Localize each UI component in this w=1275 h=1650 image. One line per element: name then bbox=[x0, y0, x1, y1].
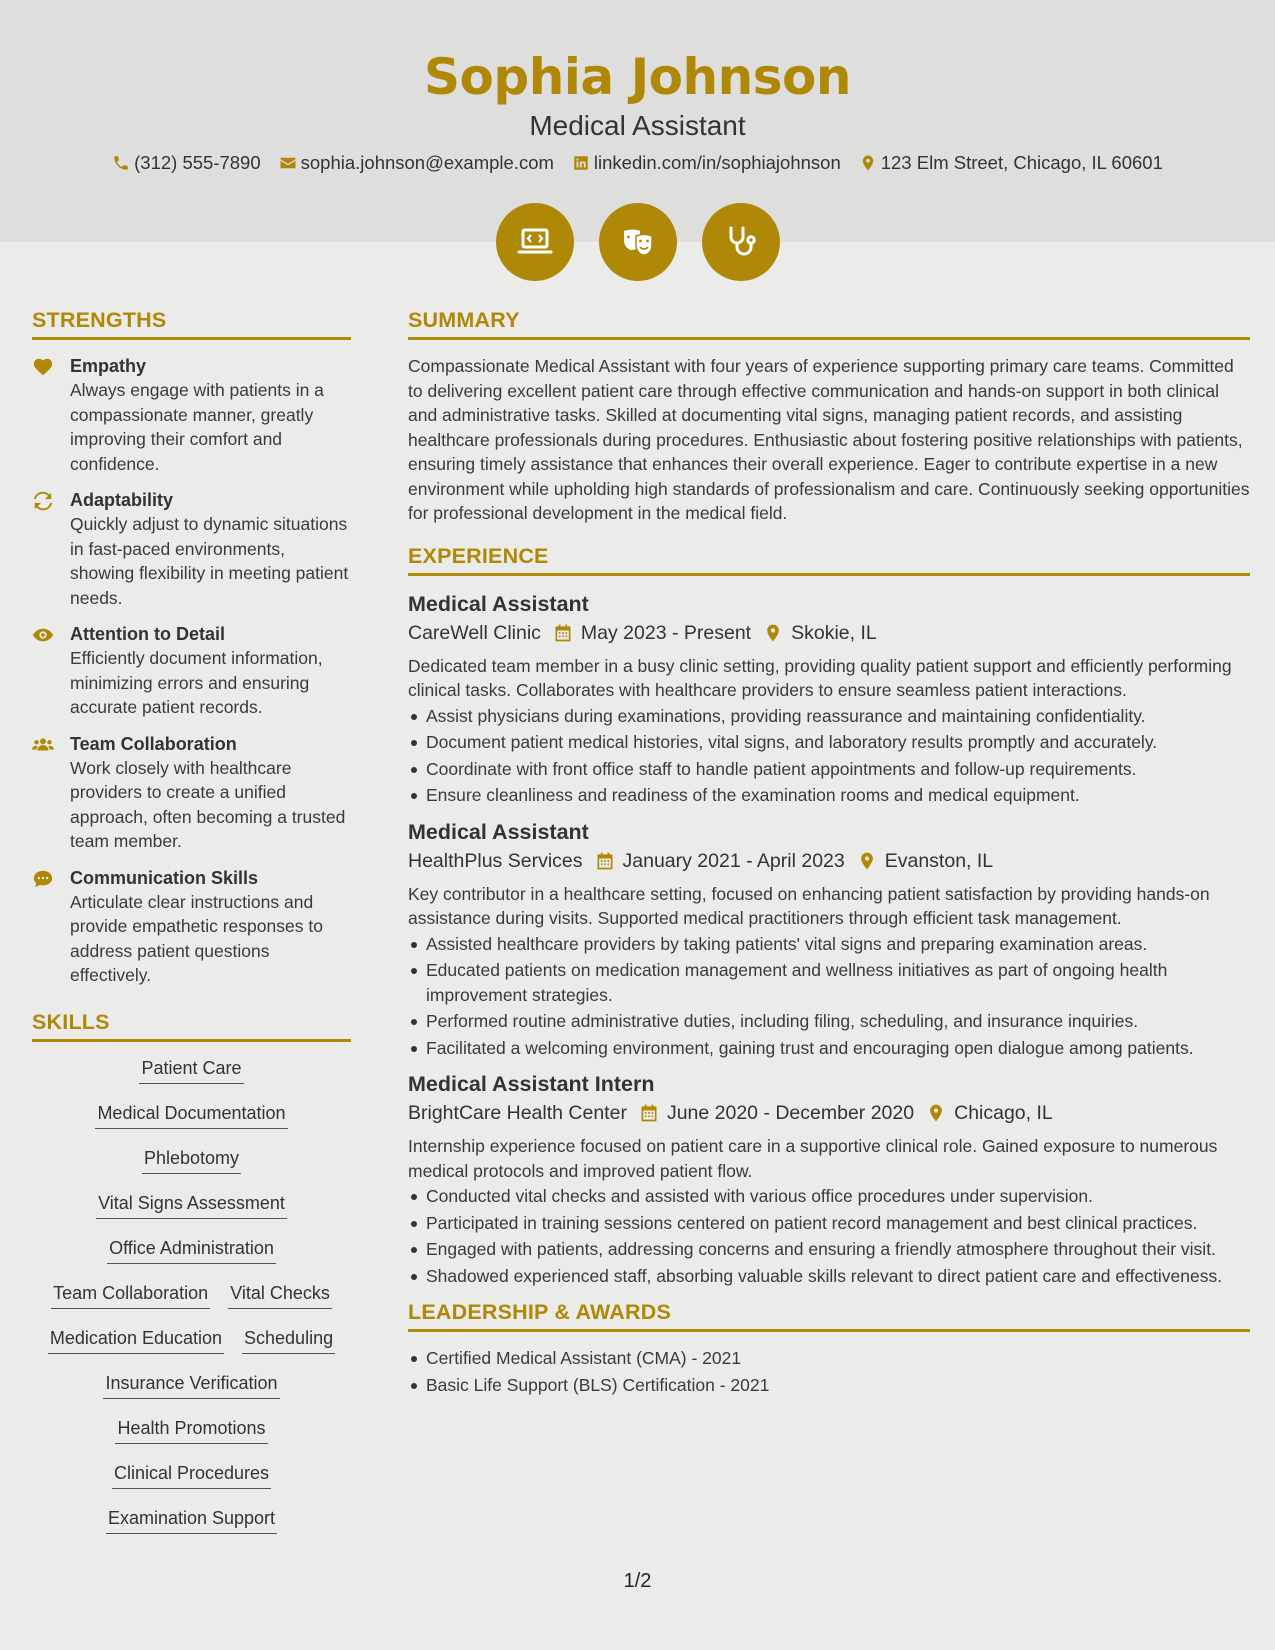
strength-item bbox=[32, 354, 351, 476]
users-icon bbox=[32, 734, 54, 756]
skills-list bbox=[32, 1056, 351, 1551]
address-text: 123 Elm Street, Chicago, IL 60601 bbox=[880, 152, 1163, 173]
skill-tag: Examination Support bbox=[106, 1506, 277, 1534]
strength-item bbox=[32, 866, 351, 988]
award-item: Certified Medical Assistant (CMA) - 2021 bbox=[408, 1346, 1250, 1371]
bullet-item: Educated patients on medication management and wellness initiatives as part of ongoing health improvement strategies. bbox=[408, 958, 1250, 1007]
job-meta bbox=[408, 1098, 1250, 1128]
job-dates: January 2021 - April 2023 bbox=[622, 849, 845, 872]
bullet-item: Assisted healthcare providers by taking patients' vital signs and preparing examination areas. bbox=[408, 932, 1250, 957]
skill-tag: Scheduling bbox=[242, 1326, 335, 1354]
stethoscope-icon bbox=[702, 203, 780, 281]
strength-item bbox=[32, 732, 351, 854]
bullet-item: Engaged with patients, addressing concerns and ensuring a friendly atmosphere throughout their visit. bbox=[408, 1237, 1250, 1262]
job-bullets bbox=[408, 704, 1250, 808]
strength-desc: Quickly adjust to dynamic situations in fast-paced environments, showing flexibility in meeting patient needs. bbox=[70, 514, 349, 608]
strength-desc: Articulate clear instructions and provide empathetic responses to address patient questions effectively. bbox=[70, 891, 323, 985]
skill-tag: Vital Checks bbox=[228, 1281, 332, 1309]
job-description: Key contributor in a healthcare setting, focused on enhancing patient satisfaction by providing hands-on assistance during visits. Supported medical practitioners through efficient task management. bbox=[408, 883, 1210, 928]
job-location: Chicago, IL bbox=[954, 1102, 1053, 1124]
strength-desc: Always engage with patients in a compassionate manner, greatly improving their comfort and confidence. bbox=[70, 380, 324, 474]
job-company: HealthPlus Services bbox=[408, 849, 583, 872]
job-role: Medical Assistant Intern bbox=[408, 1072, 655, 1096]
summary-text: Compassionate Medical Assistant with four years of experience supporting primary care teams. Committed to delivering excellent patient care through effective communication and hands-on support in both clinical and administrative tasks. Skilled at documenting vital signs, managing patient records, and assisting healthcare professionals during procedures. Enthusiastic about fostering positive relationships with patients, ensuring timely assistance that enhances their overall experience. Eager to contribute expertise in a new environment while upholding high standards of professionalism and care. Continuously seeking opportunities for professional development in the medical field. bbox=[408, 356, 1250, 523]
skill-tag: Insurance Verification bbox=[103, 1371, 279, 1399]
job-role: Medical Assistant bbox=[408, 591, 589, 616]
skill-tag: Phlebotomy bbox=[142, 1146, 241, 1174]
refresh-icon bbox=[32, 490, 54, 512]
strength-name: Adaptability bbox=[70, 490, 174, 510]
strength-item bbox=[32, 488, 351, 610]
map-marker-icon bbox=[857, 851, 877, 871]
skill-tag: Patient Care bbox=[139, 1056, 243, 1084]
job-entry bbox=[408, 1070, 1250, 1288]
left-column bbox=[32, 308, 351, 1551]
skill-tag: Medication Education bbox=[48, 1326, 224, 1354]
job-location: Evanston, IL bbox=[884, 849, 994, 872]
awards-heading: LEADERSHIP & AWARDS bbox=[408, 1300, 1250, 1332]
strength-name: Attention to Detail bbox=[70, 624, 225, 644]
strength-desc: Efficiently document information, minimizing errors and ensuring accurate patient records. bbox=[70, 648, 323, 717]
job-bullets bbox=[408, 1184, 1250, 1288]
skill-tag: Clinical Procedures bbox=[112, 1461, 271, 1489]
theater-masks-icon bbox=[599, 203, 677, 281]
contact-bar bbox=[0, 152, 1275, 174]
award-item: Basic Life Support (BLS) Certification - 2021 bbox=[408, 1373, 1250, 1398]
job-company: CareWell Clinic bbox=[408, 621, 541, 644]
bullet-item: Performed routine administrative duties, including filing, scheduling, and insurance inquiries. bbox=[408, 1009, 1250, 1034]
strengths-heading: STRENGTHS bbox=[32, 308, 351, 340]
map-marker-icon bbox=[859, 154, 877, 172]
bullet-item: Assist physicians during examinations, providing reassurance and maintaining confidentiality. bbox=[408, 704, 1250, 729]
laptop-code-icon bbox=[496, 203, 574, 281]
bullet-item: Document patient medical histories, vital signs, and laboratory results promptly and accurately. bbox=[408, 730, 1250, 755]
skill-tag: Health Promotions bbox=[115, 1416, 267, 1444]
job-title: Medical Assistant bbox=[529, 110, 746, 141]
job-meta bbox=[408, 618, 1250, 648]
summary-heading: SUMMARY bbox=[408, 308, 1250, 340]
job-location: Skokie, IL bbox=[791, 621, 877, 644]
strength-name: Empathy bbox=[70, 356, 147, 376]
job-description: Internship experience focused on patient care in a supportive clinical role. Gained exposure to numerous medical protocols and improved patient flow. bbox=[408, 1136, 1218, 1181]
skill-tag: Team Collaboration bbox=[51, 1281, 210, 1309]
bullet-item: Conducted vital checks and assisted with various office procedures under supervision. bbox=[408, 1184, 1250, 1209]
experience-heading: EXPERIENCE bbox=[408, 544, 1250, 576]
job-dates: June 2020 - December 2020 bbox=[666, 1102, 915, 1124]
strength-name: Communication Skills bbox=[70, 867, 259, 888]
phone-text: (312) 555-7890 bbox=[134, 152, 261, 173]
job-role: Medical Assistant bbox=[408, 819, 589, 844]
heart-icon bbox=[32, 356, 54, 378]
map-marker-icon bbox=[926, 1103, 946, 1123]
icon-badges bbox=[0, 203, 1275, 281]
job-entry bbox=[408, 590, 1250, 808]
bullet-item: Participated in training sessions centered on patient record management and best clinical practices. bbox=[408, 1211, 1250, 1236]
calendar-icon bbox=[639, 1103, 659, 1123]
envelope-icon bbox=[279, 154, 297, 172]
skill-tag: Vital Signs Assessment bbox=[96, 1191, 287, 1219]
contact-linkedin[interactable] bbox=[572, 152, 841, 174]
right-column bbox=[408, 308, 1250, 1399]
skill-tag: Office Administration bbox=[107, 1236, 276, 1264]
linkedin-icon bbox=[572, 154, 590, 172]
job-meta bbox=[408, 846, 1250, 876]
strength-item bbox=[32, 622, 351, 720]
phone-icon bbox=[112, 154, 130, 172]
skills-heading: SKILLS bbox=[32, 1010, 351, 1042]
bullet-item: Ensure cleanliness and readiness of the examination rooms and medical equipment. bbox=[408, 783, 1250, 808]
skill-tag: Medical Documentation bbox=[95, 1101, 287, 1129]
strength-desc: Work closely with healthcare providers to create a unified approach, often becoming a trusted team member. bbox=[70, 757, 346, 851]
candidate-name: Sophia Johnson bbox=[424, 48, 851, 106]
email-text: sophia.johnson@example.com bbox=[300, 152, 554, 173]
contact-address bbox=[859, 152, 1163, 174]
job-bullets bbox=[408, 932, 1250, 1061]
job-company: BrightCare Health Center bbox=[408, 1102, 627, 1124]
bullet-item: Shadowed experienced staff, absorbing valuable skills relevant to direct patient care and effectiveness. bbox=[408, 1264, 1250, 1289]
linkedin-text: linkedin.com/in/sophiajohnson bbox=[593, 152, 841, 173]
eye-icon bbox=[32, 624, 54, 646]
job-description: Dedicated team member in a busy clinic setting, providing quality patient support and efficiently performing clinical tasks. Collaborates with healthcare providers to ensure seamless patient interactions. bbox=[408, 655, 1232, 700]
job-dates: May 2023 - Present bbox=[580, 621, 752, 644]
map-marker-icon bbox=[763, 623, 783, 643]
contact-phone[interactable] bbox=[112, 152, 261, 174]
calendar-icon bbox=[553, 623, 573, 643]
contact-email[interactable] bbox=[279, 152, 554, 174]
calendar-icon bbox=[595, 851, 615, 871]
job-entry bbox=[408, 818, 1250, 1061]
awards-list bbox=[408, 1346, 1250, 1397]
strength-name: Team Collaboration bbox=[70, 733, 237, 754]
comment-icon bbox=[32, 868, 54, 890]
page-number: 1/2 bbox=[623, 1570, 652, 1592]
bullet-item: Facilitated a welcoming environment, gaining trust and encouraging open dialogue among patients. bbox=[408, 1036, 1250, 1061]
bullet-item: Coordinate with front office staff to handle patient appointments and follow-up requirements. bbox=[408, 757, 1250, 782]
